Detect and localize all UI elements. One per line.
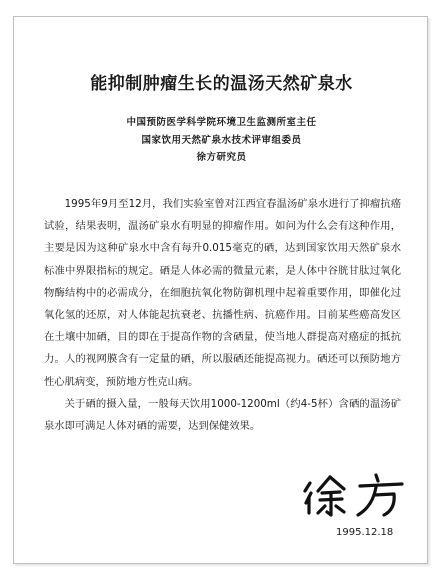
body-paragraph: 1995年9月至12月，我们实验室曾对江西宜春温汤矿泉水进行了抑瘤抗癌试验，结果表明，温汤矿泉水有明显的抑瘤作用。如问为什么会有这种作用，主要是因为这种矿泉水中含有每升0.015毫克的硒，达到国家饮用天然矿泉水标准中界限指标的规定。硒是人体必需的微量元素，是人体中谷胱甘肽过氧化物酶结构中的必需成分，在细胞抗氧化物防御机理中起着重要作用，即催化过氧化氢的还原，对人体能起抗衰老、抗播性病、抗癌作用。目前某些癌高发区在土壤中加硒，目的即在于提高作物的含硒量，使当地人群提高对癌症的抵抗力。人的视网膜含有一定量的硒，所以服硒还能提高视力。硒还可以预防地方性心肌病变，预防地方性克山病。: [44, 198, 401, 388]
author-line-committee: 国家饮用天然矿泉水技术评审组委员: [141, 134, 302, 146]
author-credentials: [14, 114, 429, 167]
handwritten-signature: [302, 471, 412, 521]
author-line-institute: 中国预防医学科学院环境卫生监测所室主任: [126, 117, 317, 128]
author-line-name: 徐方研究员: [196, 152, 247, 163]
body-paragraph: 关于硒的摄入量，一般每天饮用1000-1200ml（约4-5杯）含硒的温汤矿泉水即可满足人体对硒的需要，达到保健效果。: [44, 397, 401, 433]
signature-date: 1995.12.18: [336, 527, 394, 538]
document-body: [44, 193, 401, 437]
document-page: [13, 16, 428, 564]
document-title: 能抑制肿瘤生长的温汤天然矿泉水: [90, 74, 353, 94]
